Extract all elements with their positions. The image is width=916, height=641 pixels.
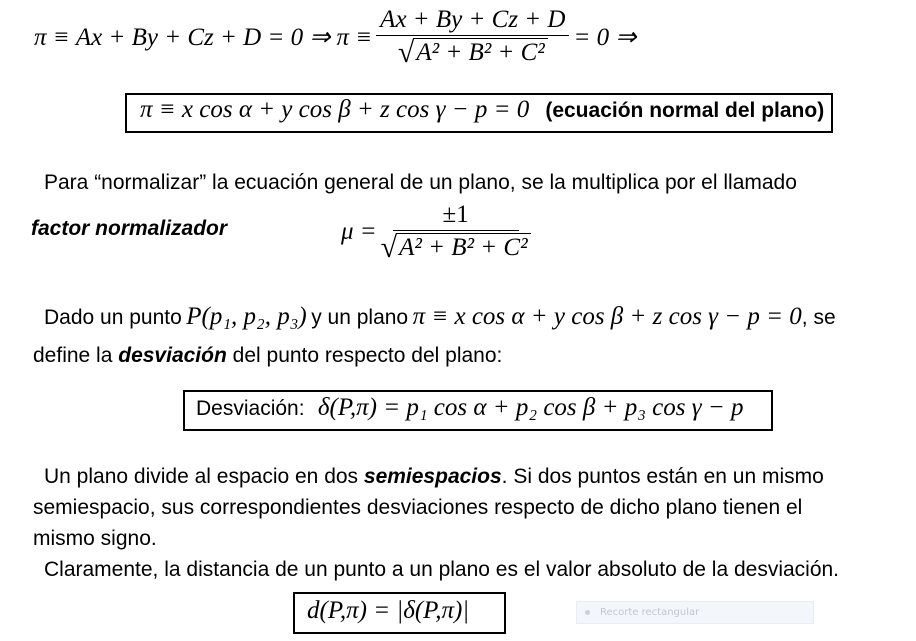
deviation-term: desviación [118, 344, 227, 367]
snip-label: Recorte rectangular [600, 607, 700, 618]
halfspace-term: semiespacios [363, 465, 502, 488]
general-equation-tail: = 0 ⇒ [573, 24, 637, 51]
normal-equation: π ≡ x cos α + y cos β + z cos γ − p = 0 (ecuación normal del plano) [140, 96, 825, 123]
plane-notation: π ≡ x cos α + y cos β + z cos γ − p = 0 [412, 303, 802, 330]
mu-fraction [381, 201, 531, 263]
paragraph-deviation-line1: Dado un punto P(p₁, p₂, p₃) y un plano π ≡ x cos α + y cos β + z cos γ − p = 0, se [44, 303, 836, 330]
snip-tool-overlay[interactable] [576, 601, 814, 624]
general-numerator: Ax + By + Cz + D [376, 6, 569, 36]
paragraph-halfspace-line2: semiespacio, sus correspondientes desviaciones respecto de dicho plano tienen el [33, 496, 803, 519]
deviation-label: Desviación: [196, 397, 305, 420]
general-denominator: √ A² + B² + C² [398, 36, 548, 68]
deviation-equation: δ(P,π) = p₁ cos α + p₂ cos β + p₃ cos γ − p [317, 394, 744, 421]
general-equation [34, 6, 636, 68]
mu-formula [341, 201, 535, 263]
paragraph-halfspace-line1: Un plano divide al espacio en dos semiespacios. Si dos puntos están en un mismo [44, 465, 824, 488]
general-fraction [376, 6, 569, 68]
deviation-formula [196, 394, 743, 422]
mu-lead: μ = [341, 218, 377, 245]
normal-equation-label: ecuación normal del plano [552, 99, 818, 122]
paragraph-distance: Claramente, la distancia de un punto a un plano es el valor absoluto de la desviación. [44, 558, 840, 581]
factor-label: factor normalizador [31, 217, 228, 240]
point-notation: P(p₁, p₂, p₃) [186, 303, 307, 330]
paragraph-halfspace-line3: mismo signo. [33, 527, 157, 550]
mu-numerator: ±1 [393, 201, 519, 231]
general-equation-lead: π ≡ Ax + By + Cz + D = 0 ⇒ π ≡ [34, 24, 373, 51]
paragraph-deviation-line2: define la desviación del punto respecto del plano: [33, 344, 503, 367]
paragraph-normalize: Para “normalizar” la ecuación general de un plano, se la multiplica por el llamado [44, 171, 797, 194]
snip-icon [585, 610, 590, 615]
normal-equation-formula: π ≡ x cos α + y cos β + z cos γ − p = 0 [140, 96, 530, 123]
distance-formula: d(P,π) = |δ(P,π)| [307, 597, 470, 624]
mu-denominator: √ A² + B² + C² [381, 231, 531, 263]
